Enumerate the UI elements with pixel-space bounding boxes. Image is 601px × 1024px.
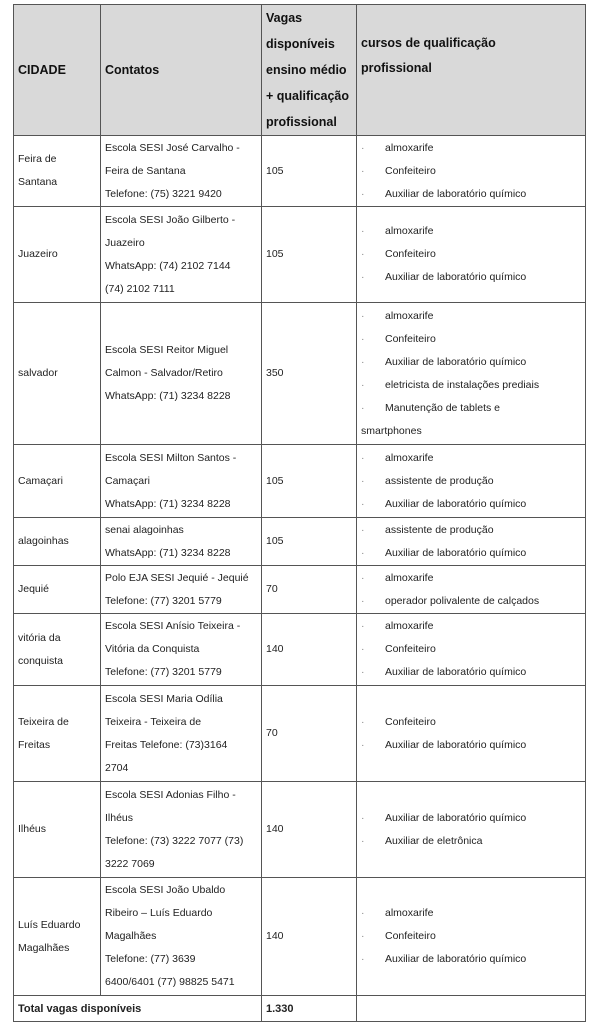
cursos-cell bbox=[357, 303, 586, 445]
curso-item: · almoxarife bbox=[361, 902, 585, 925]
curso-item-continuation: · smartphones bbox=[361, 420, 585, 443]
total-row bbox=[14, 996, 586, 1022]
cursos-cell bbox=[357, 614, 586, 686]
vagas-cell: 105 bbox=[262, 136, 357, 207]
table-row bbox=[14, 782, 586, 878]
contato-cell: Escola SESI Reitor Miguel Calmon - Salvador/Retiro WhatsApp: (71) 3234 8228 bbox=[101, 303, 262, 445]
contato-cell: Escola SESI Adonias Filho - Ilhéus Telefone: (73) 3222 7077 (73) 3222 7069 bbox=[101, 782, 262, 878]
table-row bbox=[14, 878, 586, 996]
cursos-cell bbox=[357, 136, 586, 207]
header-vagas: Vagas disponíveis ensino médio + qualificação profissional bbox=[262, 5, 357, 136]
total-value: 1.330 bbox=[262, 996, 357, 1022]
cidade-cell: Jequié bbox=[14, 566, 101, 614]
curso-item: · Confeiteiro bbox=[361, 328, 585, 351]
contato-cell: Escola SESI Maria Odília Teixeira - Teixeira de Freitas Telefone: (73)3164 2704 bbox=[101, 686, 262, 782]
curso-item: · almoxarife bbox=[361, 447, 585, 470]
cidade-cell: Luís Eduardo Magalhães bbox=[14, 878, 101, 996]
contato-cell: Escola SESI João Ubaldo Ribeiro – Luís Eduardo Magalhães Telefone: (77) 3639 6400/6401 (77) 98825 5471 bbox=[101, 878, 262, 996]
curso-item: · almoxarife bbox=[361, 615, 585, 638]
cidade-cell: Juazeiro bbox=[14, 207, 101, 303]
cidade-cell: Feira de Santana bbox=[14, 136, 101, 207]
vagas-cell: 70 bbox=[262, 686, 357, 782]
curso-item: · Auxiliar de laboratório químico bbox=[361, 183, 585, 206]
contato-cell: senai alagoinhas WhatsApp: (71) 3234 8228 bbox=[101, 518, 262, 566]
curso-item: · Auxiliar de laboratório químico bbox=[361, 734, 585, 757]
curso-item: · assistente de produção bbox=[361, 519, 585, 542]
vagas-cell: 105 bbox=[262, 445, 357, 518]
total-label: Total vagas disponíveis bbox=[14, 996, 262, 1022]
curso-item: · almoxarife bbox=[361, 567, 585, 590]
contato-cell: Escola SESI Anísio Teixeira - Vitória da Conquista Telefone: (77) 3201 5779 bbox=[101, 614, 262, 686]
table-row bbox=[14, 445, 586, 518]
contato-cell: Escola SESI Milton Santos - Camaçari WhatsApp: (71) 3234 8228 bbox=[101, 445, 262, 518]
header-cidade: CIDADE bbox=[14, 5, 101, 136]
cursos-cell bbox=[357, 782, 586, 878]
contato-cell: Polo EJA SESI Jequié - Jequié Telefone: (77) 3201 5779 bbox=[101, 566, 262, 614]
curso-item: · Auxiliar de eletrônica bbox=[361, 830, 585, 853]
cidade-cell: Camaçari bbox=[14, 445, 101, 518]
vagas-cell: 140 bbox=[262, 878, 357, 996]
cursos-cell bbox=[357, 686, 586, 782]
contato-cell: Escola SESI José Carvalho - Feira de Santana Telefone: (75) 3221 9420 bbox=[101, 136, 262, 207]
curso-item: · Confeiteiro bbox=[361, 160, 585, 183]
header-cursos: cursos de qualificação profissional bbox=[357, 5, 586, 136]
cursos-cell bbox=[357, 207, 586, 303]
curso-item: · Auxiliar de laboratório químico bbox=[361, 661, 585, 684]
cidade-cell: alagoinhas bbox=[14, 518, 101, 566]
vagas-cell: 350 bbox=[262, 303, 357, 445]
header-contatos: Contatos bbox=[101, 5, 262, 136]
cidade-cell: vitória da conquista bbox=[14, 614, 101, 686]
curso-item: · almoxarife bbox=[361, 220, 585, 243]
total-empty-cell bbox=[357, 996, 586, 1022]
curso-item: · almoxarife bbox=[361, 305, 585, 328]
table-row bbox=[14, 303, 586, 445]
curso-item: · Auxiliar de laboratório químico bbox=[361, 266, 585, 289]
table-row bbox=[14, 518, 586, 566]
curso-item: · operador polivalente de calçados bbox=[361, 590, 585, 613]
cidade-cell: Ilhéus bbox=[14, 782, 101, 878]
cursos-cell bbox=[357, 445, 586, 518]
table-row bbox=[14, 207, 586, 303]
cidade-cell: salvador bbox=[14, 303, 101, 445]
contato-cell: Escola SESI João Gilberto - Juazeiro WhatsApp: (74) 2102 7144 (74) 2102 7111 bbox=[101, 207, 262, 303]
vagas-cell: 70 bbox=[262, 566, 357, 614]
table-row bbox=[14, 566, 586, 614]
curso-item: · Confeiteiro bbox=[361, 711, 585, 734]
curso-item: · Confeiteiro bbox=[361, 243, 585, 266]
curso-item: · eletricista de instalações prediais bbox=[361, 374, 585, 397]
vagas-cell: 140 bbox=[262, 614, 357, 686]
curso-item: · Confeiteiro bbox=[361, 638, 585, 661]
table-row bbox=[14, 686, 586, 782]
header-row bbox=[14, 5, 586, 136]
cursos-cell bbox=[357, 518, 586, 566]
curso-item: · Manutenção de tablets e bbox=[361, 397, 585, 420]
vagas-cell: 105 bbox=[262, 207, 357, 303]
cidade-cell: Teixeira de Freitas bbox=[14, 686, 101, 782]
curso-item: · Auxiliar de laboratório químico bbox=[361, 807, 585, 830]
cursos-cell bbox=[357, 566, 586, 614]
vagas-cell: 140 bbox=[262, 782, 357, 878]
curso-item: · Auxiliar de laboratório químico bbox=[361, 948, 585, 971]
table-row bbox=[14, 614, 586, 686]
vagas-cell: 105 bbox=[262, 518, 357, 566]
curso-item: · assistente de produção bbox=[361, 470, 585, 493]
curso-item: · almoxarife bbox=[361, 137, 585, 160]
curso-item: · Auxiliar de laboratório químico bbox=[361, 351, 585, 374]
curso-item: · Confeiteiro bbox=[361, 925, 585, 948]
curso-item: · Auxiliar de laboratório químico bbox=[361, 493, 585, 516]
curso-item: · Auxiliar de laboratório químico bbox=[361, 542, 585, 565]
table-row bbox=[14, 136, 586, 207]
cursos-cell bbox=[357, 878, 586, 996]
vagas-table bbox=[13, 4, 586, 1022]
